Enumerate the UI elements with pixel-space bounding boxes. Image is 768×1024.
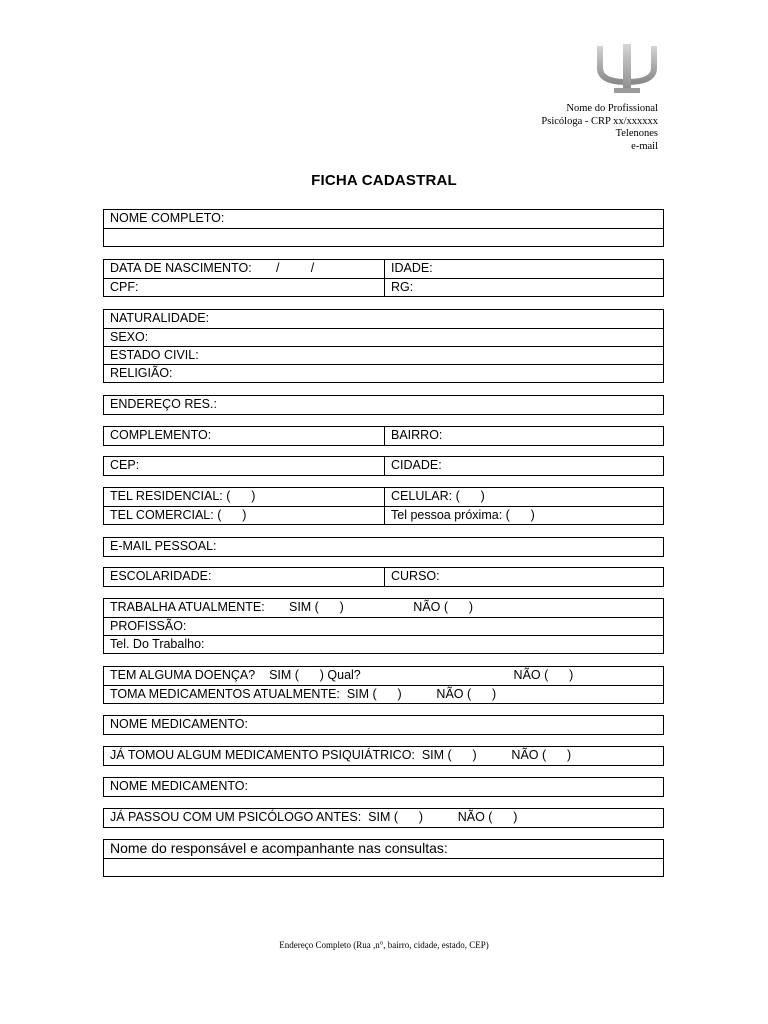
city-field[interactable]: CIDADE: [391, 458, 442, 472]
medication-name-section [103, 715, 664, 735]
health-section [103, 666, 664, 704]
work-phone-detail-field[interactable]: Tel. Do Trabalho: [110, 637, 205, 651]
birthplace-field[interactable]: NATURALIDADE: [110, 311, 210, 325]
mobile-phone-field[interactable]: CELULAR: ( ) [391, 489, 485, 503]
age-field[interactable]: IDADE: [391, 261, 433, 275]
complement-section [103, 426, 664, 446]
psychiatric-section [103, 746, 664, 766]
work-phone-field[interactable]: TEL COMERCIAL: ( ) [104, 507, 385, 524]
email-field[interactable]: E-MAIL PESSOAL: [110, 539, 217, 553]
footer-address: Endereço Completo (Rua ,n°, bairro, cidade, estado, CEP) [279, 940, 489, 950]
phones-section [103, 487, 664, 525]
home-phone-field[interactable]: TEL RESIDENCIAL: ( ) [104, 488, 385, 506]
full-name-label: NOME COMPLETO: [110, 211, 225, 225]
medication-field[interactable]: TOMA MEDICAMENTOS ATUALMENTE: SIM ( ) NÃO ( ) [110, 687, 497, 701]
guardian-field[interactable] [104, 859, 663, 876]
birth-id-section [103, 259, 664, 297]
profession-field[interactable]: PROFISSÃO: [110, 619, 187, 633]
education-section [103, 567, 664, 587]
name-section [103, 209, 664, 247]
psi-icon [596, 42, 658, 94]
religion-field[interactable]: RELIGIÃO: [110, 366, 173, 380]
neighborhood-field[interactable]: BAIRRO: [391, 428, 443, 442]
marital-status-field[interactable]: ESTADO CIVIL: [110, 348, 199, 362]
address-field[interactable]: ENDEREÇO RES.: [110, 397, 217, 411]
rg-field[interactable]: RG: [391, 280, 414, 294]
psychiatric-medication-name-field[interactable]: NOME MEDICAMENTO: [110, 779, 248, 793]
full-name-field[interactable] [104, 229, 663, 246]
guardian-section [103, 839, 664, 877]
psychiatric-medication-field[interactable]: JÁ TOMOU ALGUM MEDICAMENTO PSIQUIÁTRICO: SIM ( ) NÃO ( ) [110, 748, 572, 762]
previous-psychologist-field[interactable]: JÁ PASSOU COM UM PSICÓLOGO ANTES: SIM ( ) NÃO ( ) [110, 810, 518, 824]
sex-field[interactable]: SEXO: [110, 330, 149, 344]
email-section [103, 537, 664, 557]
education-field[interactable]: ESCOLARIDADE: [104, 568, 385, 586]
cpf-field[interactable]: CPF: [104, 279, 385, 296]
currently-working-field[interactable]: TRABALHA ATUALMENTE: SIM ( ) NÃO ( ) [110, 600, 474, 614]
professional-crp: Psicóloga - CRP xx/xxxxxx [541, 115, 658, 127]
address-section [103, 395, 664, 415]
medication-name-field[interactable]: NOME MEDICAMENTO: [110, 717, 248, 731]
work-section [103, 598, 664, 654]
personal-section [103, 309, 664, 383]
professional-name: Nome do Profissional [566, 103, 658, 114]
close-person-phone-field[interactable]: Tel pessoa próxima: ( ) [391, 508, 535, 522]
psychologist-section [103, 808, 664, 828]
professional-header [541, 103, 658, 153]
page-title: FICHA CADASTRAL [311, 172, 457, 189]
postal-code-field[interactable]: CEP: [104, 457, 385, 475]
postal-section [103, 456, 664, 476]
course-field[interactable]: CURSO: [391, 569, 440, 583]
birth-date-field[interactable]: DATA DE NASCIMENTO: / / [104, 260, 385, 278]
professional-email: e-mail [631, 140, 658, 152]
professional-phones: Telenones [615, 128, 658, 139]
psychiatric-medication-name-section [103, 777, 664, 797]
guardian-label: Nome do responsável e acompanhante nas consultas: [110, 840, 448, 856]
illness-field[interactable]: TEM ALGUMA DOENÇA? SIM ( ) Qual? NÃO ( ) [110, 668, 574, 682]
complement-field[interactable]: COMPLEMENTO: [104, 427, 385, 445]
